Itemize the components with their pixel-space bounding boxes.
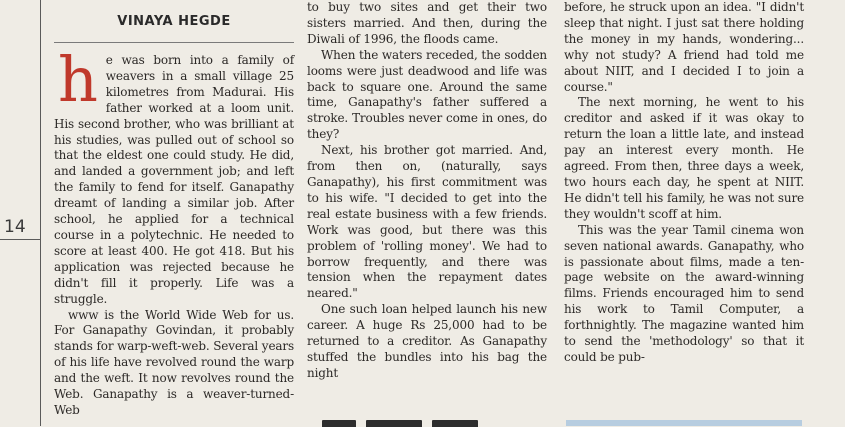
- paragraph: This was the year Tamil cinema won seven national awards. Ganapathy, who is passionate about films, made a ten-page website on the award-winning films. Friends encouraged him to send his work to Tamil Computer, a forthnightly. The magazine wanted him to send the 'methodology' so that it could be pub-: [564, 222, 804, 364]
- paragraph: [54, 43, 294, 308]
- paragraph: before, he struck upon an idea. "I didn't sleep that night. I just sat there holding the money in my hands, wondering... why not study? A friend had told me about NIIT, and I decided I to join a course.": [564, 0, 804, 94]
- drop-cap: h: [58, 43, 98, 116]
- paragraph: The next morning, he went to his creditor and asked if it was okay to return the loan a little late, and instead pay an interest every month. He agreed. From then, three days a week, two hours each day, he spent at NIIT. He didn't tell his family, he was not sure they wouldn't scoff at him.: [564, 95, 804, 221]
- next-banner-fragment: [566, 416, 806, 426]
- paragraph: Next, his brother got married. And, from then on, (naturally, says Ganapathy), his first commitment was to his wife. "I decided to get into the real estate business with a few friends. Work was good, but there was this problem of 'rolling money'. We had to borrow frequently, and there was tension when the repayment dates neared.": [307, 143, 547, 301]
- column-2: [307, 0, 547, 382]
- margin-rule-horizontal: [0, 239, 41, 240]
- paragraph: to buy two sites and get their two sisters married. And then, during the Diwali of 1996, the floods came.: [307, 0, 547, 46]
- paragraph: When the waters receded, the sodden looms were just deadwood and life was back to square one. Around the same time, Ganapathy's father suffered a stroke. Troubles never come in ones, do they?: [307, 47, 547, 142]
- margin-rule-vertical: [40, 0, 41, 426]
- byline: VINAYA HEGDE: [117, 14, 231, 29]
- page-number: 14: [4, 217, 26, 237]
- paragraph-text: e was born into a family of weavers in a small village 25 kilometres from Madurai. His father worked at a loom unit. His second brother, who was brilliant at his studies, was pulled out of school so that the eldest one could study. He did, and landed a government job; and left the family to fend for itself. Ganapathy dreamt of landing a similar job. After school, he applied for a technical course in a polytechnic. He needed to score at least 400. He got 418. But his application was rejected because he didn't fill it properly. Life was a struggle.: [54, 53, 294, 306]
- paragraph: www is the World Wide Web for us. For Ganapathy Govindan, it probably stands for warp-weft-web. Several years of his life have revolved round the warp and the weft. It now revolves round the Web. Ganapathy is a weaver-turned-Web: [54, 307, 294, 417]
- column-1: [54, 0, 294, 419]
- paragraph: One such loan helped launch his new career. A huge Rs 25,000 had to be returned to a creditor. As Ganapathy stuffed the bundles into his bag the night: [307, 302, 547, 380]
- column-3: [564, 0, 804, 366]
